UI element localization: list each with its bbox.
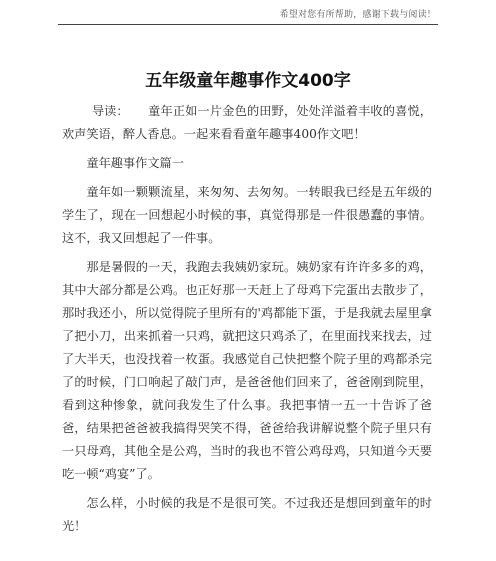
- paragraph-2: 那是暑假的一天，我跑去我姨奶家玩。姨奶家有许许多多的鸡，其中大部分都是公鸡。也正好那一天赶上了母鸡下完蛋出去散步了，那时我还小，所以觉得院子里所有的'鸡都能下蛋，于是我就去屋里拿了把小刀，出来抓着一只鸡，就把这只鸡杀了，在里面找来找去，过了大半天，也没找着一枚蛋。我感觉自己快把整个院子里的鸡都杀完了的时候，门口响起了敲门声，是爸爸他们回来了，爸爸刚到院里，看到这种惨象，就问我发生了什么事。我把事情一五一十告诉了爸爸，结果把爸爸被我搞得哭笑不得，爸爸给我讲解说整个院子里只有一只母鸡，其他全是公鸡，当时的我也不管公鸡母鸡，只知道今天要吃一顿“鸡宴”了。: [62, 260, 432, 481]
- intro-text: 童年正如一片金色的田野，处处洋溢着丰收的喜悦，欢声笑语，醉人香息。一起来看看童年趣事400作文吧！: [62, 104, 432, 141]
- page-title: 五年级童年趣事作文400字: [145, 71, 351, 91]
- section-heading: 童年趣事作文篇一: [86, 156, 184, 170]
- paragraph-1: 童年如一颗颗流星，来匆匆、去匆匆。一转眼我已经是五年级的学生了，现在一回想起小时候的事，真觉得那是一件很愚蠢的事情。这不，我又回想起了一件事。: [62, 185, 432, 245]
- intro-paragraph: [62, 100, 432, 146]
- paragraph-3: 怎么样，小时候的我是不是很可笑。不过我还是想回到童年的时光！: [62, 496, 432, 533]
- intro-label: 导读：: [92, 104, 129, 118]
- article-body: [62, 100, 432, 544]
- header-note: 希望对您有所帮助，感谢下载与阅读！: [279, 10, 436, 20]
- header-divider: [58, 24, 438, 25]
